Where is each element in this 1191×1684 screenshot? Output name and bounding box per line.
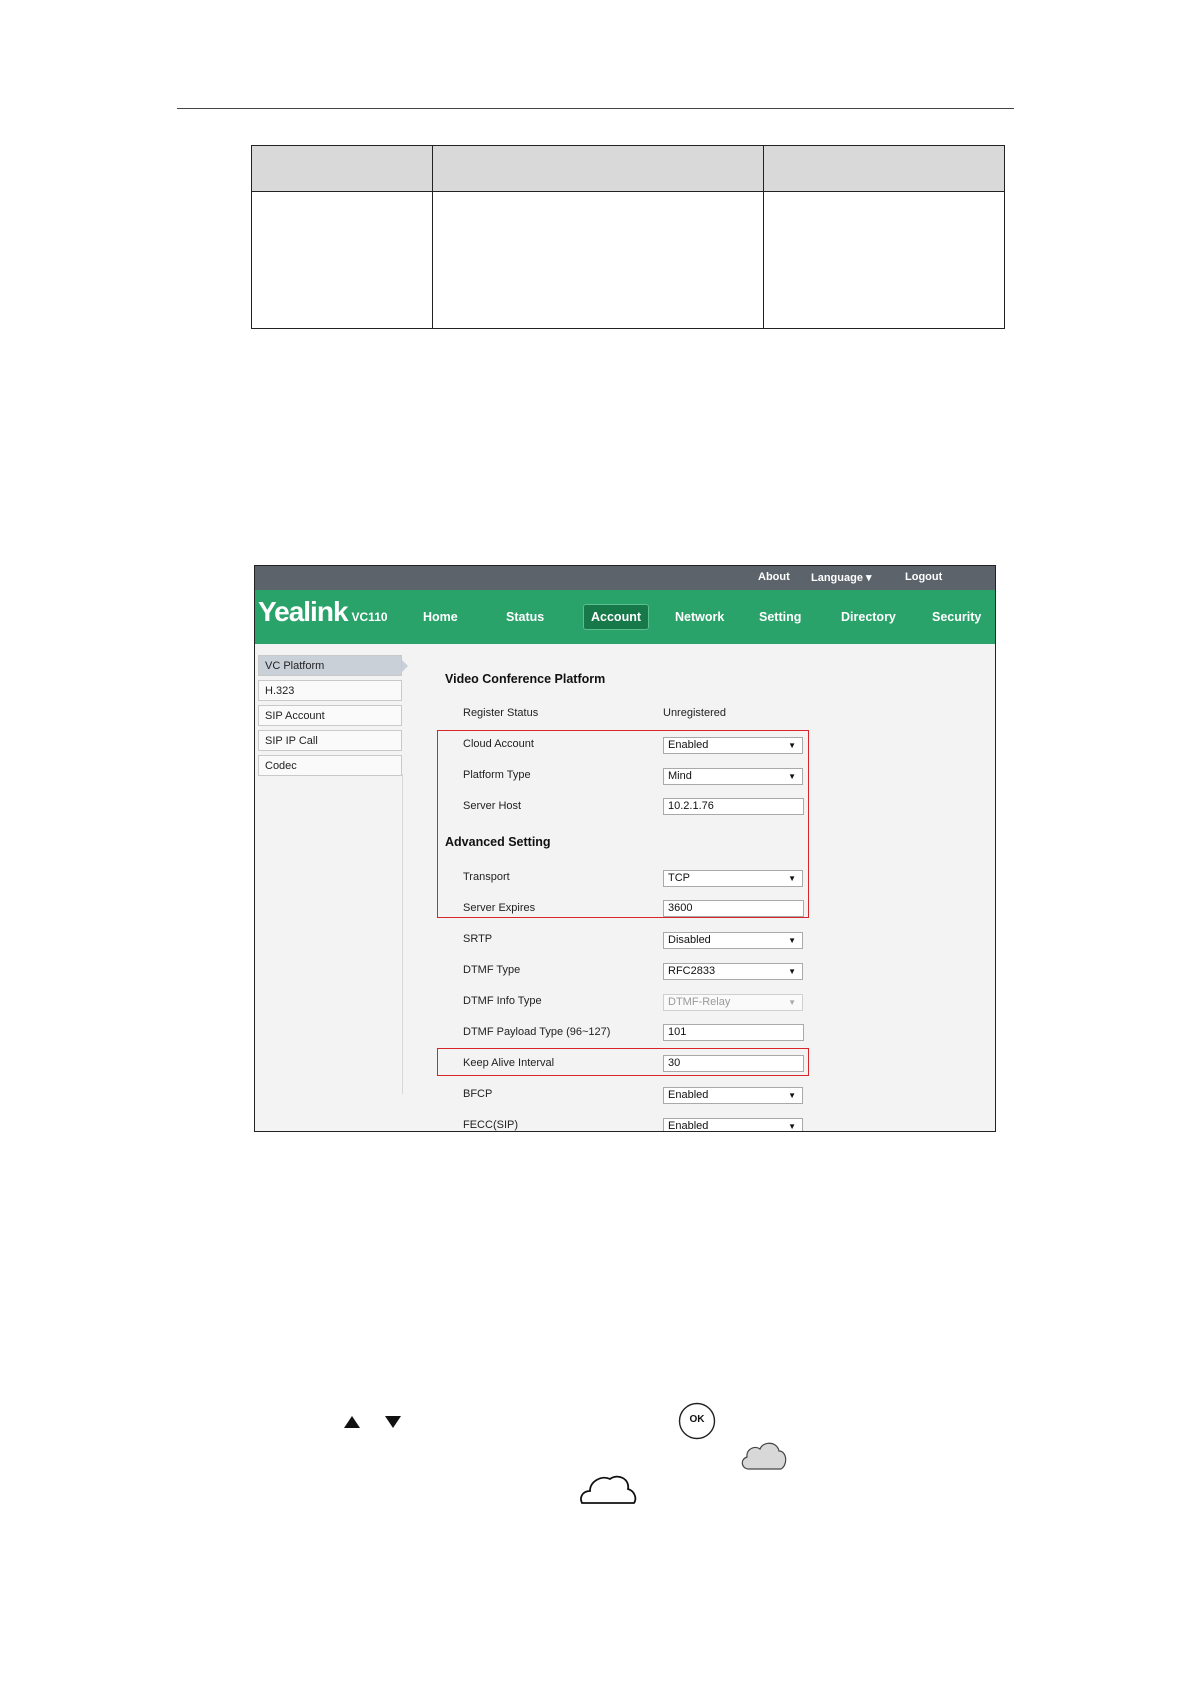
dropdown-arrow-icon: ▼ [788,1091,796,1100]
brand-name: Yealink [258,596,348,627]
nav-setting[interactable]: Setting [759,610,802,624]
fecc-label: FECC(SIP) [463,1119,518,1131]
keep-alive-label: Keep Alive Interval [463,1057,555,1069]
logout-link[interactable]: Logout [905,571,943,583]
transport-value: TCP [668,872,690,884]
keep-alive-input[interactable]: 30 [663,1055,804,1072]
doc-table [251,145,1005,329]
transport-label: Transport [463,871,510,883]
highlight-box-cloud-settings [437,730,809,918]
dropdown-arrow-icon: ▼ [788,967,796,976]
server-host-label: Server Host [463,800,522,812]
fecc-value: Enabled [668,1120,709,1132]
server-expires-label: Server Expires [463,902,536,914]
srtp-value: Disabled [668,934,711,946]
sidebar-item-sip-ip-call[interactable]: SIP IP Call [258,730,402,751]
dropdown-arrow-icon: ▼ [788,1122,796,1131]
platform-type-label: Platform Type [463,769,531,781]
yealink-logo [258,596,388,628]
sidebar-item-h323[interactable]: H.323 [258,680,402,701]
dtmf-info-type-value: DTMF-Relay [668,996,731,1008]
doc-table-header-row [252,146,1005,192]
brand-model: VC110 [351,610,388,624]
page-header-rule [177,108,1014,109]
top-bar [255,566,995,590]
dtmf-payload-label: DTMF Payload Type (96~127) [463,1026,611,1038]
content-area [255,644,995,1131]
dropdown-arrow-icon: ▼ [788,874,796,883]
srtp-label: SRTP [463,933,493,945]
dropdown-arrow-icon: ▼ [788,936,796,945]
sidebar-item-codec[interactable]: Codec [258,755,402,776]
language-menu[interactable]: Language ▾ [811,572,872,584]
dtmf-info-type-label: DTMF Info Type [463,995,542,1007]
register-status-value: Unregistered [663,707,726,719]
nav-status[interactable]: Status [506,610,545,624]
dropdown-arrow-icon: ▼ [788,772,796,781]
doc-table-header-cell [433,146,764,192]
dropdown-arrow-icon: ▼ [788,741,796,750]
section-title: Video Conference Platform [445,672,606,686]
web-ui-screenshot [254,565,996,1132]
ok-key-icon [678,1402,716,1440]
cloud-account-value: Enabled [668,739,709,751]
register-status-label: Register Status [463,707,539,719]
platform-type-value: Mind [668,770,692,782]
doc-table-header-cell [252,146,433,192]
bfcp-select[interactable] [663,1087,803,1104]
doc-table-header-cell [764,146,1005,192]
dtmf-type-select[interactable] [663,963,803,980]
nav-home[interactable]: Home [423,610,458,624]
sidebar-item-vc-platform[interactable]: VC Platform [258,655,402,676]
cloud-account-label: Cloud Account [463,738,534,750]
dtmf-info-type-select [663,994,803,1011]
nav-directory[interactable]: Directory [841,610,896,624]
sidebar-item-sip-account[interactable]: SIP Account [258,705,402,726]
fecc-select[interactable] [663,1118,803,1132]
about-link[interactable]: About [758,571,790,583]
nav-account[interactable]: Account [583,604,649,630]
doc-table-cell [433,192,764,329]
bfcp-label: BFCP [463,1088,493,1100]
doc-table-cell [764,192,1005,329]
ok-key-label: OK [689,1414,705,1425]
dropdown-arrow-icon: ▼ [788,998,796,1007]
up-arrow-icon [342,1414,362,1430]
cloud-filled-icon [737,1437,789,1475]
advanced-setting-title: Advanced Setting [445,835,551,849]
cloud-outline-icon [578,1471,638,1507]
doc-table-cell [252,192,433,329]
main-nav [255,590,995,644]
sidebar-divider [402,774,403,1094]
dtmf-type-label: DTMF Type [463,964,521,976]
server-host-input[interactable]: 10.2.1.76 [663,798,804,815]
doc-table-row [252,192,1005,329]
highlight-box-keep-alive [437,1048,809,1076]
nav-security[interactable]: Security [932,610,982,624]
dtmf-payload-input[interactable]: 101 [663,1024,804,1041]
dtmf-type-value: RFC2833 [668,965,716,977]
server-expires-input[interactable]: 3600 [663,900,804,917]
bfcp-value: Enabled [668,1089,709,1101]
nav-network[interactable]: Network [675,610,725,624]
down-arrow-icon [383,1414,403,1430]
srtp-select[interactable] [663,932,803,949]
